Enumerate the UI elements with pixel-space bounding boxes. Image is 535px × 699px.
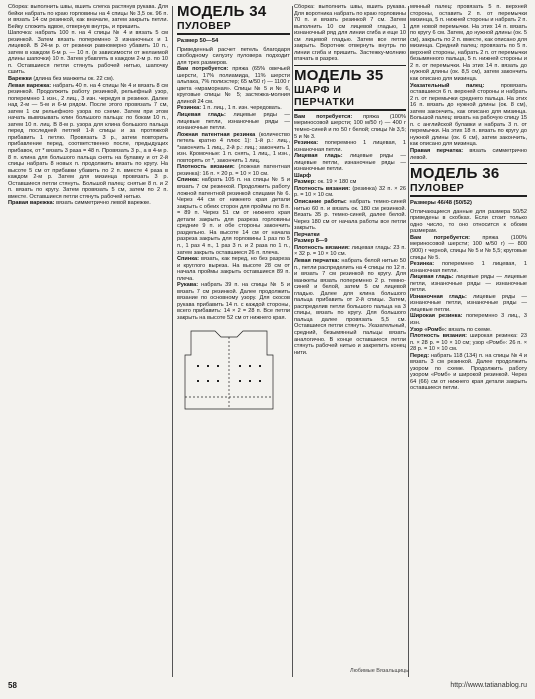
section-rule (294, 65, 406, 66)
patent-heading: Ложная патентная резинка (177, 131, 256, 138)
stockinette-text: лицевые ряды — лицевые петли, изнаночные ряды — изнаночные петли. (177, 112, 290, 132)
rib-text: 1 п. лиц., 1 п. изн. чередовать. (202, 105, 282, 112)
work-heading: Описание работы: (294, 199, 347, 206)
right-mitten-section (8, 200, 168, 207)
front-text: набрать 118 (134) п. на спицы № 4 и вязать 3 см резинкой. Далее продолжить узором по схеме. Продолжить работу узором «Ромб» и широкой резинкой. Через 64 (66) см от нижнего края детали закрыть оставшиеся петли. (410, 352, 527, 392)
density-heading: Плотность вязания: (410, 333, 467, 340)
heading-rule (410, 195, 527, 197)
rib-heading: Резинка: (294, 140, 319, 147)
model-36-size: Размеры 46/48 (50/52) (410, 200, 472, 207)
front-heading: Перед: (410, 352, 430, 359)
materials-heading: Вам потребуется: (177, 66, 229, 73)
index-finger-text: провязать оставшиеся 6 п. верхней стороны и набрать 2 п. от перемычки среднего пальца. На этих 16 п. вязать до нужной длины (ок. 8 см), затем закончить, как описано для мизинца. Большой палец: вязать на рабочую спицу 15 п. с английской булавки и набрать 3 п. от перемычки. На этих 18 п. вязать по кругу до нужной длины (ок. 6 см), затем закончить, как описано для мизинца. (410, 82, 527, 148)
density-heading: Плотность вязания: (177, 164, 235, 171)
footer-stamp: Любимые Вязальщицы (350, 668, 410, 674)
density-text: (ложная патентная резинка): 16 п. × 20 р. = 10 × 10 см. (177, 164, 290, 177)
density-text: широкая резинка: 23 п. × 28 р. = 10 × 10 см; узор «Ромб»: 26 п. × 28 р. = 10 × 10 см. (410, 333, 527, 353)
scarf-heading: Шарф (294, 172, 312, 179)
gloves-heading: Перчатки (294, 231, 320, 238)
wide-rib-heading: Широкая резинка: (410, 313, 463, 320)
model-34-heading: МОДЕЛЬ 34 (177, 4, 267, 20)
gloves-density-heading: Плотность вязания: (294, 244, 350, 251)
rib-text: поперемнно 1 лицевая, 1 изнаночная петли. (294, 140, 406, 153)
scarf-size-text: ок. 19 × 180 см (317, 179, 357, 186)
mittens-text: (длина без манжеты ок. 22 см). (33, 76, 115, 83)
stockinette-heading: Лицевая гладь: (410, 274, 454, 281)
stockinette-heading: Лицевая гладь: (294, 153, 343, 160)
sleeve-text: набрать 39 п. на спицы № 5 и вязать 7 см резинкой. Далее продолжить вязание по основному узору. Для скосов рукава прибавить 14 п. с каждой стороны, всего прибавить: 14 × 2 = 28 п. Все петли закрыть на высоте 52 см от нижнего края. (177, 282, 290, 321)
column-rule (172, 6, 173, 677)
mittens-heading: Варежки (8, 76, 32, 83)
stockinette-text: лицевые ряды — лицевые петли, изнаночные ряды — изнаночные петли. (294, 153, 406, 173)
left-glove-heading: Левая перчатка: (294, 257, 340, 264)
model-35-title-line2: ПЕРЧАТКИ (294, 95, 355, 108)
romb-heading: Узор «Ромб»: (410, 326, 447, 333)
rib-heading: Резинка: (177, 105, 202, 112)
model-36-title: ПУЛОВЕР (410, 182, 465, 195)
stockinette-text: лицевые ряды — лицевые петли, изнаночные ряды — изнаночные петли. (410, 274, 527, 294)
right-glove-text: вязать симметрично левой. (410, 148, 527, 161)
model-34-intro: Приведенный расчет петель благодаря свободному силуэту пуловера подходит для трех размеров. (177, 46, 290, 66)
pattern-diagram (177, 325, 290, 411)
rib-text: поперемнно 1 лицевая, 1 изнаночная петли. (410, 261, 527, 274)
left-mitten-heading: Левая варежка: (8, 82, 52, 89)
model-34-assembly: Сборка: выполнить швы, вшить рукава. Для воротника набрать по краю горловины 70 п. и вязать резинкой 7 см. Затем выполнить 10 см лицевой гладью, 1 изнаночный ряд для линии сгиба и еще 10 см лицевой гладью. Затем все петли закрыть. Воротник отвернуть внутрь по линии сгиба и пришить. Застежку-молнию втачать в разрез. (294, 4, 406, 63)
right-glove-heading: Правая перчатка: (410, 148, 464, 155)
model-36-heading: МОДЕЛЬ 36 (410, 165, 500, 183)
wide-rib-text: поперемнно 3 лиц., 3 изн. (410, 313, 527, 326)
density-text: (резинка) 32 п. × 26 р. = 10 × 10 см. (294, 185, 406, 199)
left-glove-text: набрать белой нитью 50 п., петли распределить на 4 спицы по 12 п. и вязать 7 см резинкой по кругу. Для манжеты вязать поперемнно 2 р. темно-синей и белой, затем 5 см лицевой гладью. Далее для клина большого пальца прибавить от 2-й спицы. Затем, распределив петли большого пальца на 3 спицы, вязать по кругу. Для большого пальца далее провязать 5,5 см. Оставшиеся петли стянуть. Указательный, средний, безымянный пальцы вязать аналогично. В конце оставшиеся петли стянуть рабочей нитью и закрепить конец нити. (294, 257, 406, 356)
sleeve-heading: Рукава: (177, 282, 199, 289)
model-35-heading: МОДЕЛЬ 35 (294, 66, 384, 84)
model-35-title-line1: ШАРФ И (294, 83, 342, 96)
model-34-title: ПУЛОВЕР (177, 20, 232, 32)
column-3 (294, 4, 406, 679)
hat-text: Шапочка: набрать 100 п. на 4 спицы № 4 и вязать 5 см резинкой. Затем вязать поперемнно 3 изнаночных и 1 лицевой. В 24-м р. от резинки равномерно убавить 10 п., затем в каждом 6-м р. — 10 п. (в зависимости от желаемой длины шапочки) 10 п. Затем убавлять в каждом 2-м р. по 10 п. Оставшиеся петли стянуть рабочей нитью, шапочку сшить. (8, 30, 168, 76)
footer-url[interactable]: http://www.tatianablog.ru (450, 682, 527, 689)
back-heading: Спинка: (177, 177, 200, 184)
heading-rule (177, 33, 290, 35)
column-rule (408, 6, 409, 677)
gloves-size-heading: Размер 8—9 (294, 238, 328, 245)
materials-text: пряжа (65% овечьей шерсти, 17% полиамида, 11% шерсти альпака, 7% полиэстер; 65 м/50 г) — 1100 г цвета «мраморная». Спицы № 5 и № 6, круговые спицы № 5; застежка-молния длиной 24 см. (177, 66, 290, 105)
reverse-stockinette-text: лицевые ряды — изнаночные петли, изнаночные ряды — лицевые петли. (410, 293, 527, 313)
gloves-density-text: лицевая гладь: 23 п. × 32 р. = 10 × 10 см. (294, 244, 406, 258)
column-4 (410, 4, 527, 679)
reverse-stockinette-heading: Изнаночная гладь: (410, 293, 467, 300)
pattern-schematic (177, 325, 281, 411)
right-mitten-heading: Правая варежка: (8, 200, 55, 207)
page-number: 58 (8, 681, 17, 690)
right-mitten-text: вязать симметрично левой варежке. (56, 200, 151, 207)
column-1 (8, 4, 168, 679)
front-text: вязать, как перед, но без разреза и круглого выреза. На высоте 28 см от начала проймы закрыть оставшиеся 89 п. плеча. (177, 256, 290, 282)
assembly-text: Сборка: выполнить швы, вшить слегка растянув рукава. Для бейки набрать по краю горловины на 4 спицы № 3,5 ок. 96 п. и вязать 14 см резинкой, как вначале, затем закрыть петли. Бейку сложить вдвое, отвернув внутрь, и пришить. (8, 4, 168, 30)
model-34-size: Размер 50—54 (177, 38, 219, 44)
section-rule (410, 163, 527, 164)
density-heading: Плотность вязания: (294, 185, 351, 192)
rib-heading: Резинка: (410, 261, 435, 268)
patent-text: (количество петель кратно 4 плюс 1): 1-й р.: лиц., *закончить 1 лиц., 2-й р.: лиц.; закончить 1 изн. Кромочные: 1 п. снять, 1 лиц., 1 изн., повторять от *, закончить 1 лиц. (177, 131, 290, 164)
back-text: набрать 105 п. на спицы № 5 и вязать 7 см резинкой. Продолжить работу ложной патентной резинкой спицами № 6. Через 44 см от нижнего края детали закрыть с обеих сторон для проймы по 8 п. = 89 п. Через 51 см от нижнего края детали закрыть для разреза горловины средние 9 п. и обе стороны закончить раздельно. На высоте 14 см от начала разреза закрыть для горловины 1 раз по 5 п., 1 раз 4 п., 1 раз 3 п. и 2 раза по 1 п., затем закрыть оставшиеся 26 п. плеча. (177, 177, 290, 256)
index-finger-heading: Указательный палец: (410, 82, 485, 89)
heading-rule (294, 109, 406, 111)
scarf-size-heading: Размер: (294, 179, 317, 186)
materials-text: пряжа (100% мериносовой шерсти; 100 м/50 г) — 400 г темно-синей и по 50 г белой; спицы № 3,5; 5 и № 3. (294, 113, 406, 140)
left-mitten-section (8, 83, 168, 201)
front-heading: Спинка: (177, 256, 200, 263)
fingers-text: мянный палец: провязать 5 п. верхней стороны, оставить 2 п. от перемычки мизинца, 5 п. нижней стороны и набрать 2 п. для новой перемычки. На этих 14 п. вязать по кругу 6 см. Затем, до нужной длины (ок. 5 см), закрыть по 2 п. вместе, как описано для мизинца. Средний палец: провязать по 5 п. верхней стороны, набрать 2 п. от перемычки безымянного пальца, 5 п. нижней стороны и 2 п. от перемычки. На этих 14 п. вязать до нужной длины (ок. 8,5 см), затем закончить как описано для мизинца. (410, 4, 527, 83)
work-text: набрать темно-синей нитью 60 п. и вязать ок. 180 см резинкой. Вязать 35 р. темно-синей, далее белой. Через 180 см от начала работы все петли закрыть. (294, 199, 406, 232)
romb-text: вязать по схеме. (448, 326, 492, 333)
column-rule (292, 6, 293, 677)
model-36-intro: Отличающиеся данные для размера 50/52 приведены в скобках. Если стоит только одно число, то оно относится к обоим размерам. (410, 208, 527, 235)
materials-text: пряжа (100% мериносовой шерсти; 100 м/50 г) — 800 (900) г черной, спицы № 5 и № 5,5; круговые спицы № 5. (410, 234, 527, 261)
materials-heading: Вам потребуется: (410, 234, 470, 241)
left-mitten-text: набрать 40 п. на 4 спицы № 4 и вязать 8 см резинкой. Продолжить работу резинкой, рельефный узор, поперемнно 1 изн., 2 лиц., 3 изн. чередуя в резинке. Далее над 2-м — 5-м и 6-м рядом. После этого провязать 7 см, затем 1 см рельефного узора по схеме. Затем при этом начать вывязывать клин большого пальца: по бокам 10 п., затем 10 п. лиц. В 8-м р. узора для клина большого пальца перед последней петлей 1-й спицы и за протяжкой прибавить 1 петлю. Провязать 3 р., затем повторить прибавление перед, соответственно после, предыдущих прибавок, от * вязать 3 раза = 48 п. Провязать 3 р., а в 4-м р. 8 п. клина для большого пальца снять на булавку и от 2-й спицы набрать 8 новых п. продолжить вязать по кругу. На высоте 5 см от прибавки убавить по 2 п. вместе 4 раза в каждом 2-м р. Затем для мизинца провязать 3 р. Оставшиеся петли стянуть. Большой палец: снятые 8 п. и 2 п. вязать по кругу. Затем провязать 5 см, затем по 2 п. вместе. Оставшиеся петли стянуть рабочей нитью. (8, 82, 168, 200)
stockinette-heading: Лицевая гладь: (177, 112, 226, 119)
materials-heading: Вам потребуется: (294, 113, 353, 120)
column-2 (177, 4, 290, 679)
